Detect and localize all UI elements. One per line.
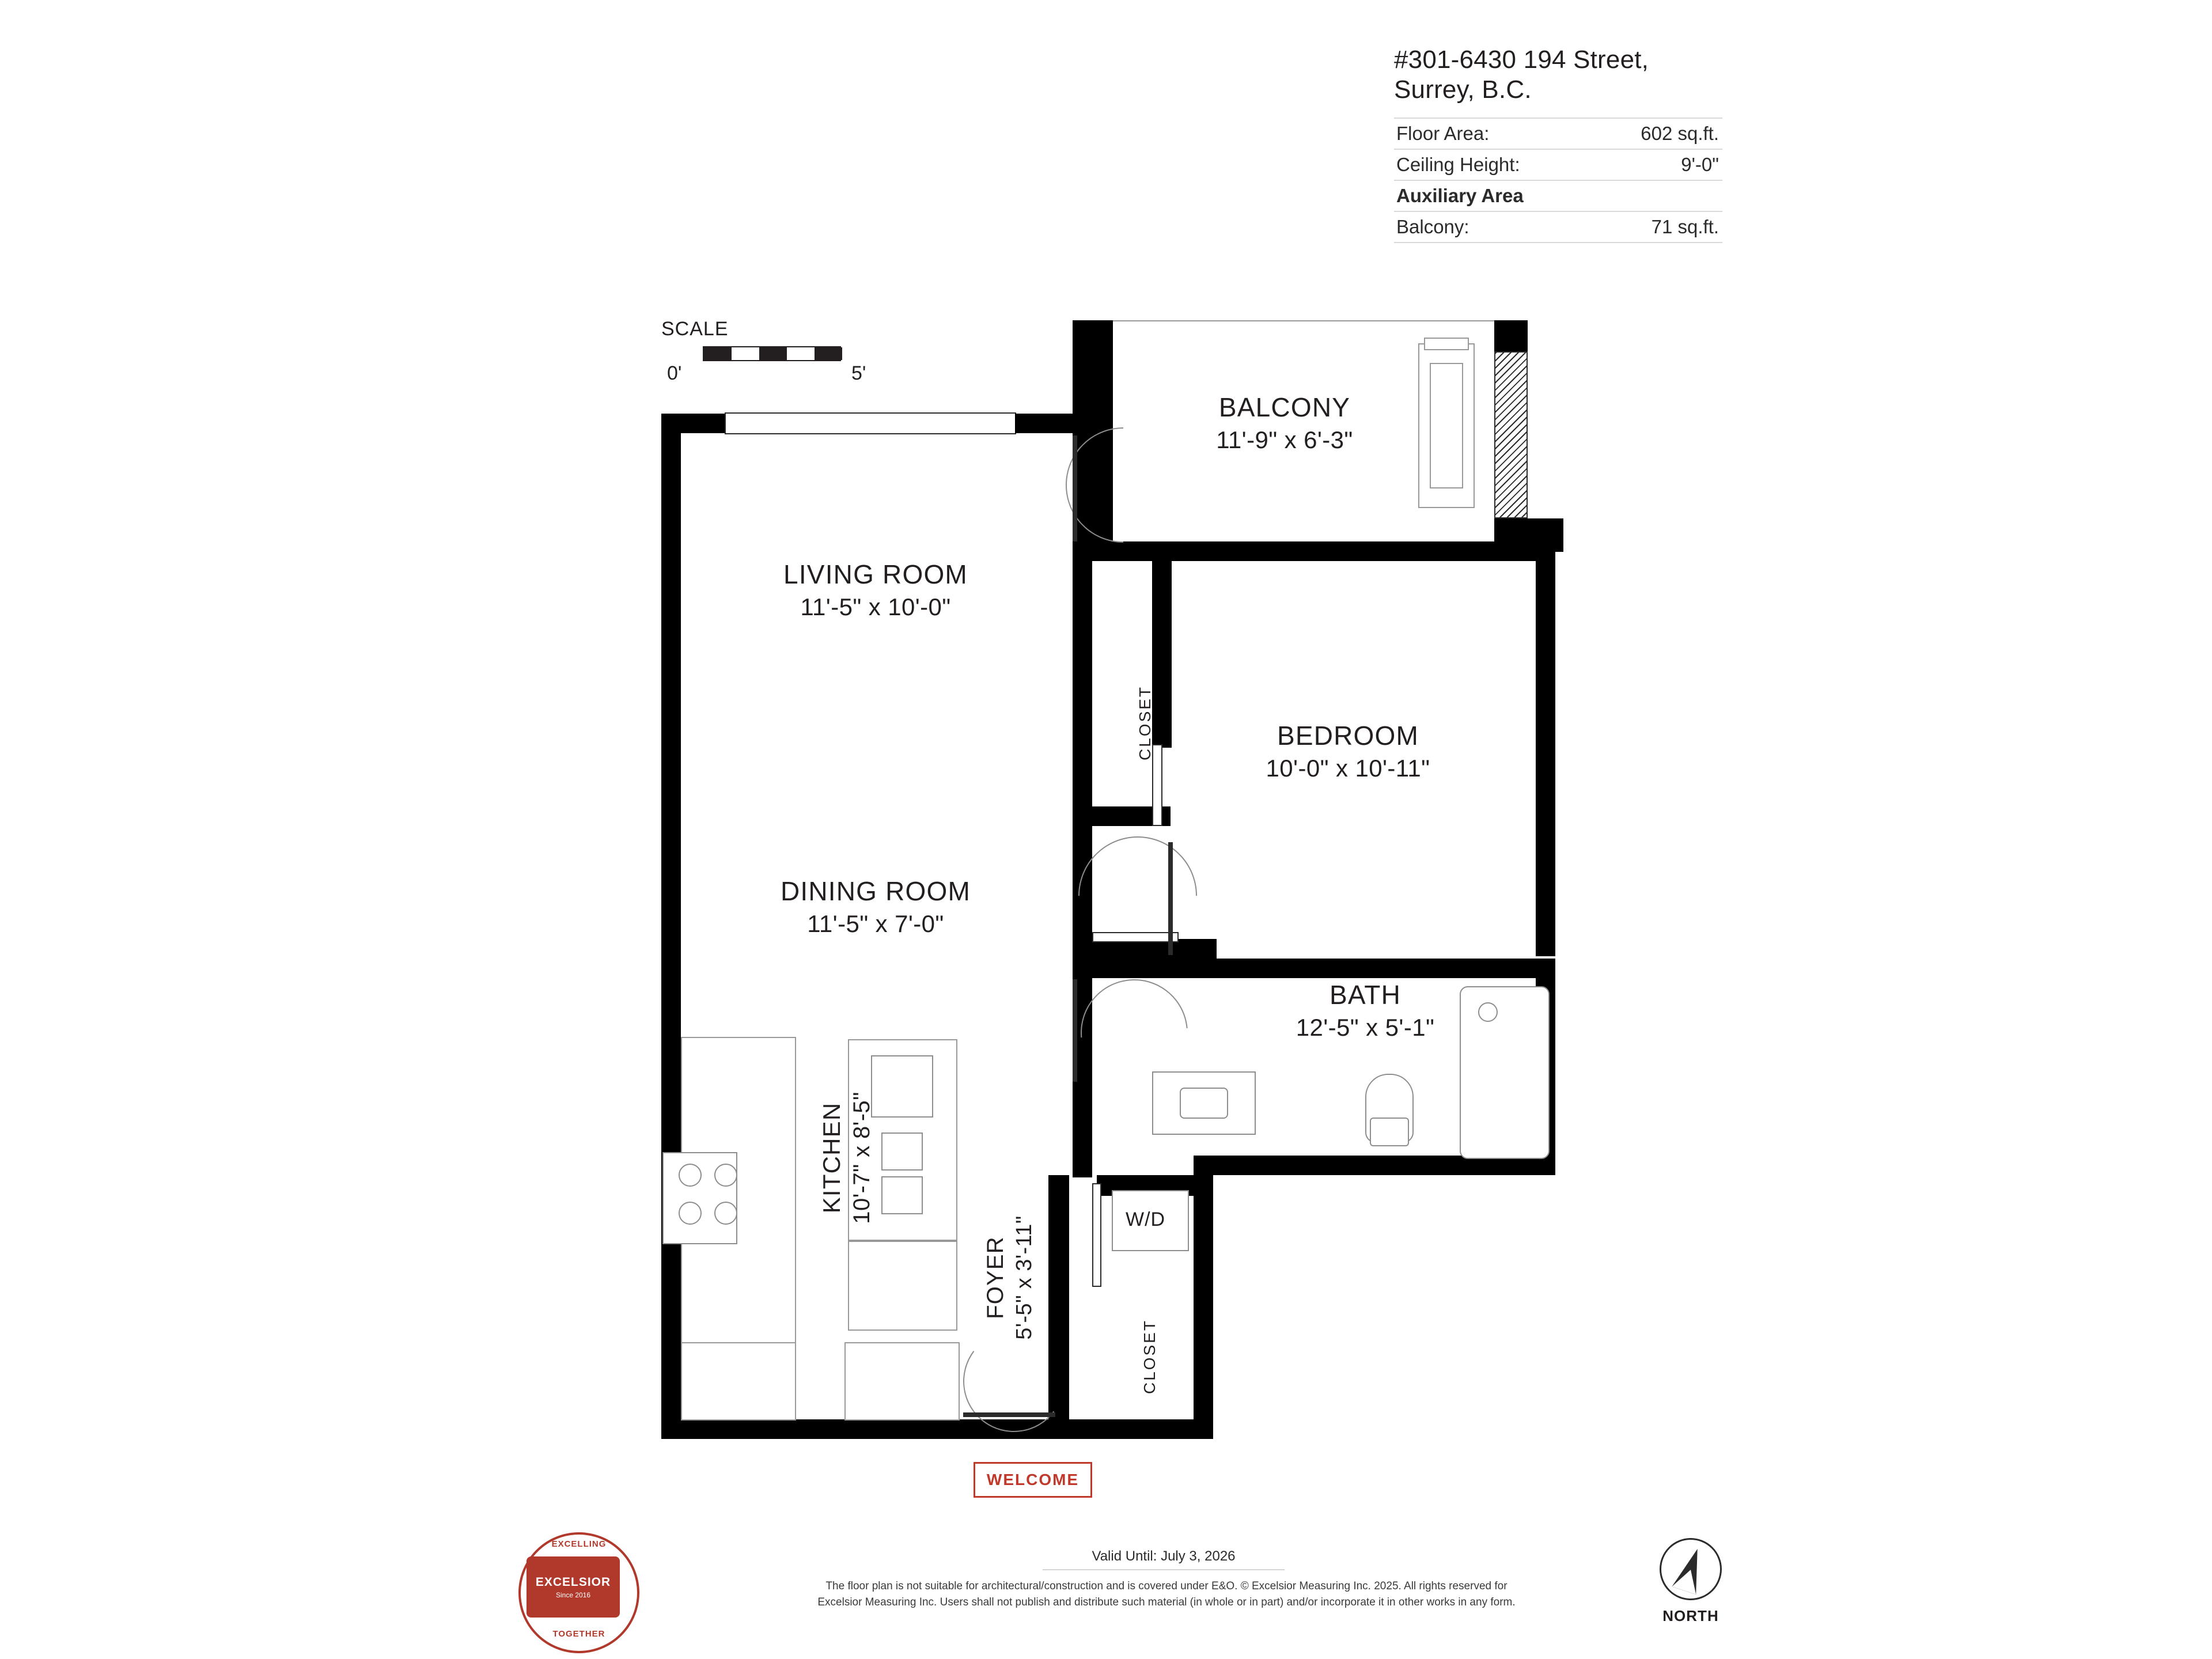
- room-label-living-room: [685, 559, 1066, 621]
- kitchen-dims: 10'-7" x 8'-5": [849, 1092, 874, 1224]
- bath-wall-north: [1073, 959, 1555, 978]
- bedroom-name: BEDROOM: [1277, 721, 1419, 751]
- toilet-tank-icon: [1370, 1118, 1409, 1146]
- range-burner-2-icon: [714, 1164, 737, 1187]
- bath-name: BATH: [1329, 980, 1402, 1010]
- bathtub-icon: [1460, 986, 1550, 1159]
- closet-label-lower: CLOSET: [1141, 1319, 1158, 1394]
- bath-door-leaf: [1073, 979, 1077, 1082]
- range-burner-1-icon: [679, 1164, 702, 1187]
- entry-door-leaf: [963, 1412, 1055, 1417]
- north-label: NORTH: [1662, 1607, 1719, 1624]
- closet-wall-west: [1073, 561, 1092, 826]
- disclaimer-line-1: The floor plan is not suitable for architectural/construction and is covered under E&O. © Excelsior Measuring Inc. 2025. All rights reserved for: [825, 1580, 1508, 1592]
- room-label-kitchen: [818, 1008, 875, 1308]
- logo-inner-plate: [527, 1556, 620, 1618]
- scale-start-label: 0': [667, 362, 682, 384]
- foyer-name: FOYER: [983, 1236, 1008, 1319]
- washer-dryer-label: W/D: [1126, 1209, 1166, 1230]
- interior-wall-closet-east: [1194, 1175, 1213, 1439]
- balcony-area-label: Balcony:: [1396, 215, 1469, 237]
- bedroom-door-leaf: [1168, 842, 1173, 955]
- valid-until-text: Valid Until: July 3, 2026: [1043, 1548, 1285, 1570]
- bathtub-drain-icon: [1478, 1002, 1498, 1022]
- scale-end-label: 5': [851, 362, 866, 384]
- north-needle-icon: [1672, 1545, 1709, 1594]
- disclaimer-line-2: Excelsior Measuring Inc. Users shall not publish and distribute such material (in whole or in part) and/or incorporate it in other works in any form.: [817, 1596, 1516, 1608]
- bedroom-wall-north: [1152, 541, 1555, 561]
- range-burner-3-icon: [679, 1202, 702, 1225]
- exterior-wall-north-left: [661, 414, 727, 433]
- logo-arc-bottom-text: TOGETHER: [552, 1629, 605, 1639]
- room-label-bedroom: [1152, 720, 1544, 782]
- balcony-wall-ne: [1494, 320, 1528, 351]
- dining-room-name: DINING ROOM: [780, 876, 971, 906]
- kitchen-sink-basin-2-icon: [881, 1176, 923, 1214]
- balcony-name: BALCONY: [1218, 392, 1351, 422]
- ceiling-height-value: 9'-0": [1681, 153, 1719, 175]
- north-indicator: [1645, 1538, 1737, 1625]
- balcony-area-value: 71 sq.ft.: [1651, 215, 1719, 237]
- balcony-wall-nw: [1073, 320, 1113, 351]
- logo-since: Since 2016: [555, 1590, 591, 1599]
- disclaimer-text: [789, 1578, 1544, 1610]
- range-burner-4-icon: [714, 1202, 737, 1225]
- exterior-wall-west: [661, 414, 681, 1439]
- exterior-wall-south-right: [1048, 1419, 1213, 1439]
- balcony-railing-hatch: [1494, 351, 1528, 518]
- dining-room-dims: 11'-5" x 7'-0": [807, 910, 944, 937]
- balcony-dims: 11'-9" x 6'-3": [1216, 426, 1353, 453]
- ceiling-height-label: Ceiling Height:: [1396, 153, 1520, 175]
- balcony-door-leaf: [1073, 435, 1077, 541]
- foyer-dims: 5'-5" x 3'-11": [1012, 1215, 1036, 1340]
- wall-balcony-entry-south: [1073, 541, 1159, 561]
- closet-label-upper: CLOSET: [1136, 685, 1154, 760]
- kitchen-counter-lower: [681, 1342, 796, 1421]
- floor-area-value: 602 sq.ft.: [1641, 122, 1719, 144]
- room-label-dining-room: [685, 876, 1066, 938]
- kitchen-name: KITCHEN: [818, 1102, 845, 1214]
- refrigerator-icon: [844, 1342, 960, 1421]
- excelsior-logo: [513, 1527, 645, 1659]
- living-room-dims: 11'-5" x 10'-0": [800, 593, 951, 620]
- bath-dims: 12'-5" x 5'-1": [1296, 1014, 1435, 1041]
- logo-arc-top-text: EXCELLING: [551, 1539, 607, 1549]
- address-line-2: Surrey, B.C.: [1394, 75, 1532, 104]
- welcome-mat-label: WELCOME: [986, 1471, 1080, 1488]
- wd-closet-door: [1092, 1183, 1101, 1287]
- logo-name: EXCELSIOR: [535, 1575, 611, 1589]
- kitchen-sink-basin-1-icon: [881, 1132, 923, 1171]
- dishwasher-icon: [871, 1055, 933, 1118]
- welcome-mat: [974, 1462, 1092, 1498]
- living-room-name: LIVING ROOM: [783, 559, 968, 589]
- living-room-window: [725, 412, 1016, 434]
- address-line-1: #301-6430 194 Street,: [1394, 46, 1649, 74]
- floor-area-label: Floor Area:: [1396, 122, 1490, 144]
- auxiliary-area-heading: Auxiliary Area: [1396, 184, 1524, 206]
- north-compass-icon: [1660, 1538, 1722, 1600]
- scale-title: SCALE: [661, 318, 729, 340]
- bedroom-dims: 10'-0" x 10'-11": [1266, 755, 1430, 782]
- balcony-furniture-back: [1424, 338, 1469, 350]
- sink-basin-icon: [1180, 1088, 1228, 1119]
